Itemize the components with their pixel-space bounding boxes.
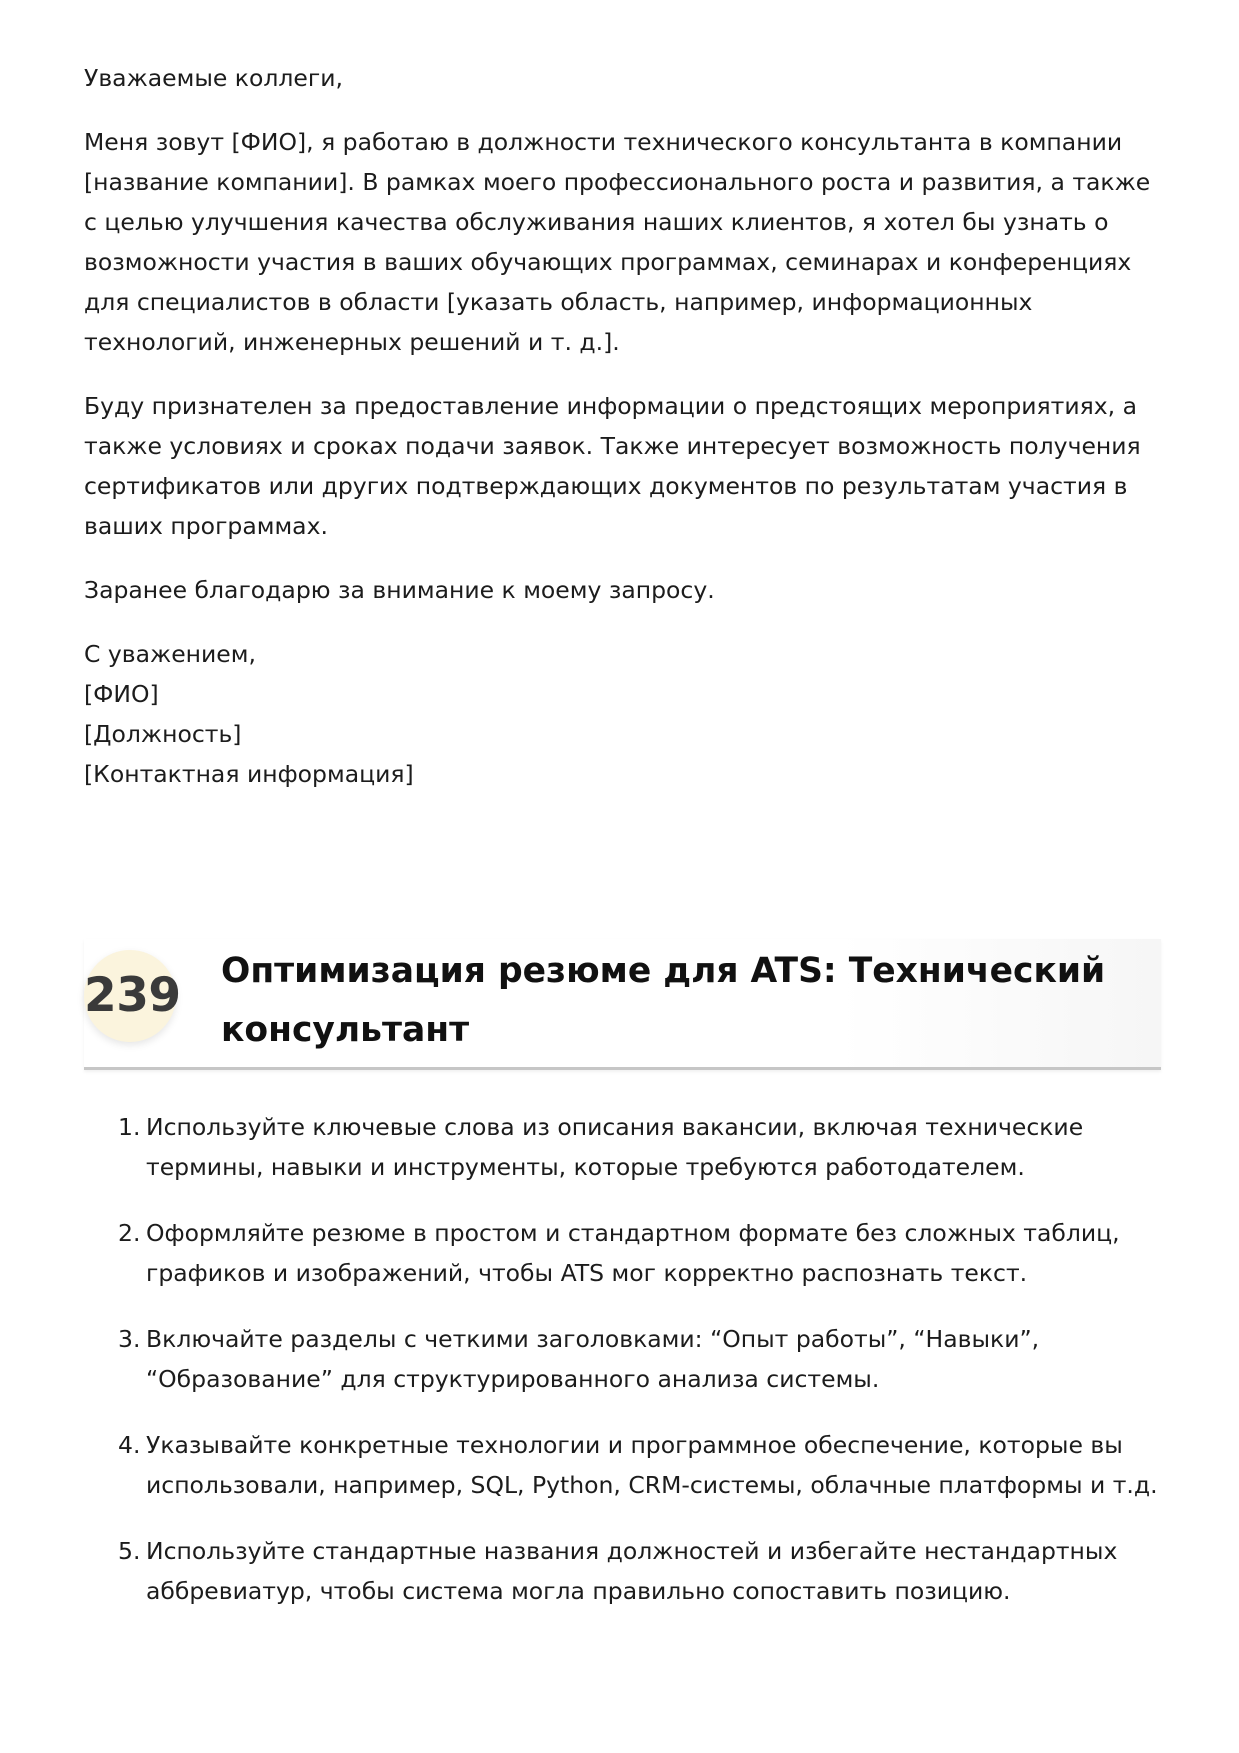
signature-name: [ФИО] <box>84 680 159 708</box>
tips-list <box>84 1107 1161 1637</box>
list-item-text: Указывайте конкретные технологии и программное обеспечение, которые вы использовали, например, SQL, Python, CRM-системы, облачные платформы и т.д. <box>146 1431 1158 1499</box>
list-item <box>84 1213 1161 1293</box>
section-header <box>84 939 1161 1070</box>
section-title: Оптимизация резюме для ATS: Технический консультант <box>221 951 1106 1050</box>
letter-paragraph: Меня зовут [ФИО], я работаю в должности технического консультанта в компании [название компании]. В рамках моего профессионального роста и развития, а также с целью улучшения качества обслуживания наших клиентов, я хотел бы узнать о возможности участия в ваших обучающих программах, семинарах и конференциях для специалистов в области [указать область, например, информационных технологий, инженерных решений и т. д.]. <box>84 128 1151 356</box>
letter-signature <box>84 634 1161 794</box>
list-item-text: Используйте ключевые слова из описания вакансии, включая технические термины, навыки и инструменты, которые требуются работодателем. <box>146 1113 1084 1181</box>
letter <box>84 58 1161 794</box>
list-item-text: Используйте стандартные названия должностей и избегайте нестандартных аббревиатур, чтобы система могла правильно сопоставить позицию. <box>146 1537 1118 1605</box>
letter-paragraph: Заранее благодарю за внимание к моему запросу. <box>84 576 715 604</box>
list-item <box>84 1107 1161 1187</box>
signature-closing: С уважением, <box>84 640 256 668</box>
list-item-number: 2. <box>118 1219 141 1247</box>
list-item-text: Включайте разделы с четкими заголовками: “Опыт работы”, “Навыки”, “Образование” для структурированного анализа системы. <box>146 1325 1040 1393</box>
list-item <box>84 1425 1161 1505</box>
list-item <box>84 1531 1161 1611</box>
list-item-number: 3. <box>118 1325 141 1353</box>
list-item-number: 4. <box>118 1431 141 1459</box>
section-number: 239 <box>84 968 181 1023</box>
signature-contact: [Контактная информация] <box>84 760 414 788</box>
letter-greeting: Уважаемые коллеги, <box>84 64 343 92</box>
list-item-number: 1. <box>118 1113 141 1141</box>
letter-paragraph: Буду признателен за предоставление информации о предстоящих мероприятиях, а также условиях и сроках подачи заявок. Также интересует возможность получения сертификатов или других подтверждающих документов по результатам участия в ваших программах. <box>84 392 1141 540</box>
list-item <box>84 1319 1161 1399</box>
signature-position: [Должность] <box>84 720 242 748</box>
list-item-text: Оформляйте резюме в простом и стандартном формате без сложных таблиц, графиков и изображений, чтобы ATS мог корректно распознать текст. <box>146 1219 1120 1287</box>
list-item-number: 5. <box>118 1537 141 1565</box>
